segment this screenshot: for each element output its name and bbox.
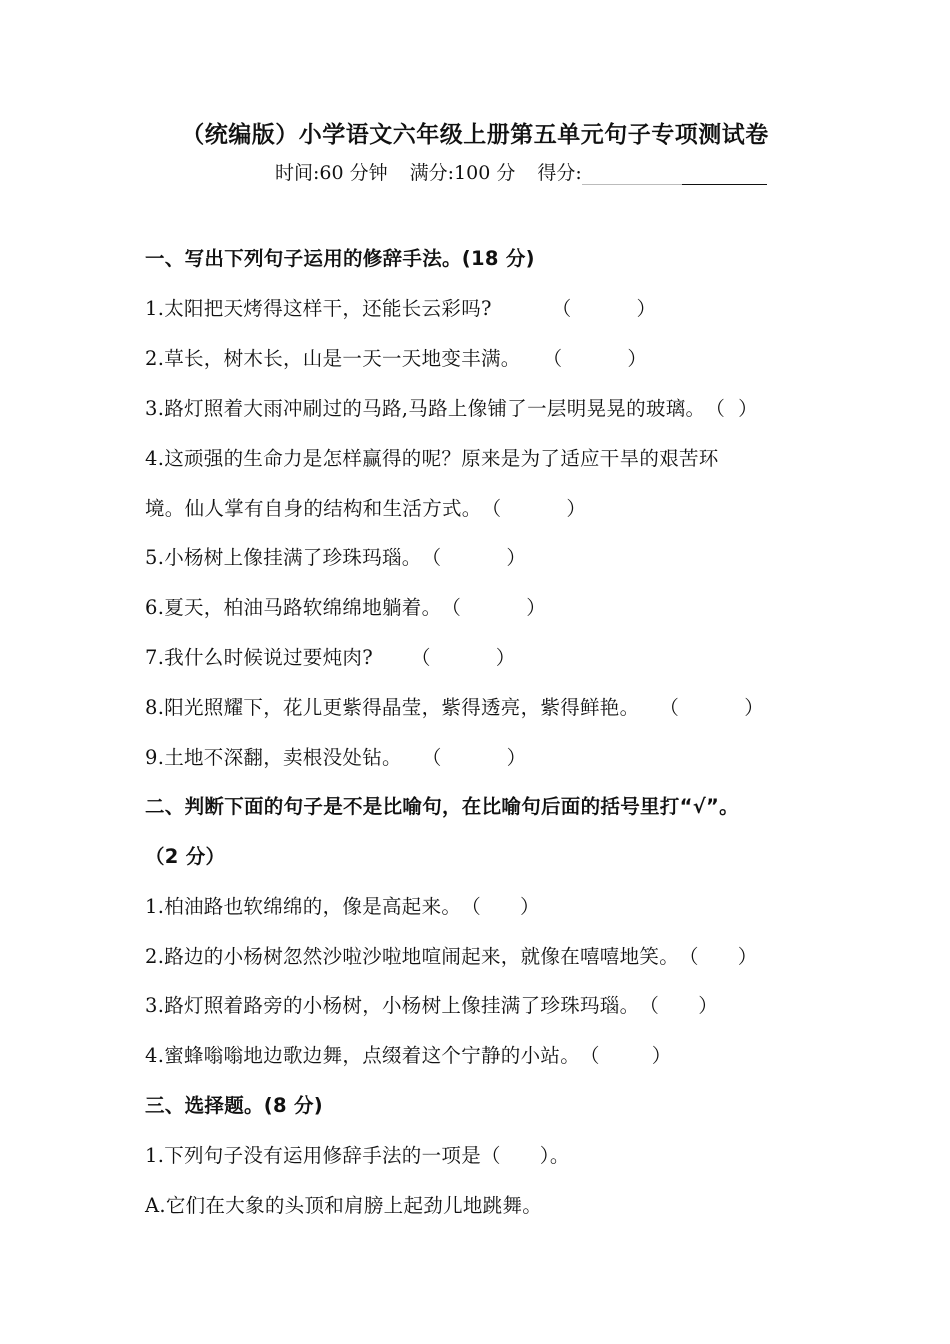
answer-paren[interactable]: （ ） (580, 1044, 672, 1067)
question-line: 6.夏天，柏油马路软绵绵地躺着。（ ） (145, 592, 546, 620)
section-2-heading-score: （2 分） (145, 845, 226, 868)
option-line: A.它们在大象的头顶和肩膀上起劲儿地跳舞。 (145, 1194, 543, 1217)
question-line: 2.路边的小杨树忽然沙啦沙啦地喧闹起来，就像在嘻嘻地笑。（ ） (145, 941, 758, 969)
question-line: 7.我什么时候说过要炖肉? （ ） (145, 642, 516, 670)
answer-paren[interactable]: （ ）。 (481, 1144, 570, 1167)
answer-paren[interactable]: （ ） (410, 646, 516, 669)
score-blank[interactable] (582, 164, 682, 185)
question-line: 1.下列句子没有运用修辞手法的一项是（ ）。 (145, 1140, 570, 1168)
section-2-heading: 二、判断下面的句子是不是比喻句，在比喻句后面的括号里打“√”。 (145, 795, 739, 818)
question-line: 5.小杨树上像挂满了珍珠玛瑙。（ ） (145, 542, 526, 570)
answer-paren[interactable]: （ ） (481, 497, 587, 520)
section-3-heading: 三、选择题。(8 分) (145, 1094, 323, 1117)
answer-paren[interactable]: （ ） (542, 347, 648, 370)
question-line: 境。仙人掌有自身的结构和生活方式。（ ） (145, 493, 586, 521)
question-line: 4.蜜蜂嗡嗡地边歌边舞，点缀着这个宁静的小站。（ ） (145, 1040, 672, 1068)
answer-paren[interactable]: （ ） (659, 696, 764, 719)
page-title: （统编版）小学语文六年级上册第五单元句子专项测试卷 (181, 122, 769, 148)
exam-meta (275, 158, 767, 185)
full-score: 满分:100 分 (409, 162, 516, 184)
section-1-heading: 一、写出下列句子运用的修辞手法。(18 分) (145, 247, 535, 270)
time-limit: 时间:60 分钟 (275, 162, 388, 184)
answer-paren[interactable]: （ ） (639, 994, 718, 1017)
answer-paren[interactable]: （ ） (421, 546, 527, 569)
question-line: 8.阳光照耀下，花儿更紫得晶莹，紫得透亮，紫得鲜艳。 （ ） (145, 692, 764, 720)
question-line: 3.路灯照着大雨冲刷过的马路,马路上像铺了一层明晃晃的玻璃。（ ） (145, 393, 758, 421)
answer-paren[interactable]: （ ） (421, 746, 527, 769)
answer-paren[interactable]: （ ） (679, 945, 758, 968)
answer-paren[interactable]: （ ） (551, 297, 657, 320)
question-line: 4.这顽强的生命力是怎样赢得的呢？原来是为了适应干旱的艰苦环 (145, 447, 719, 470)
question-line: 9.土地不深翻，卖根没处钻。 （ ） (145, 742, 526, 770)
question-line: 1.太阳把天烤得这样干，还能长云彩吗? （ ） (145, 293, 656, 321)
score-blank-underline[interactable] (682, 164, 767, 185)
question-line: 2.草长，树木长，山是一天一天地变丰满。 （ ） (145, 343, 647, 371)
answer-paren[interactable]: （ ） (441, 596, 546, 619)
answer-paren[interactable]: （ ） (705, 397, 758, 420)
question-line: 1.柏油路也软绵绵的，像是高起来。（ ） (145, 891, 540, 919)
question-line: 3.路灯照着路旁的小杨树，小杨树上像挂满了珍珠玛瑙。（ ） (145, 990, 718, 1018)
answer-paren[interactable]: （ ） (461, 895, 540, 918)
score-label: 得分: (537, 162, 582, 184)
